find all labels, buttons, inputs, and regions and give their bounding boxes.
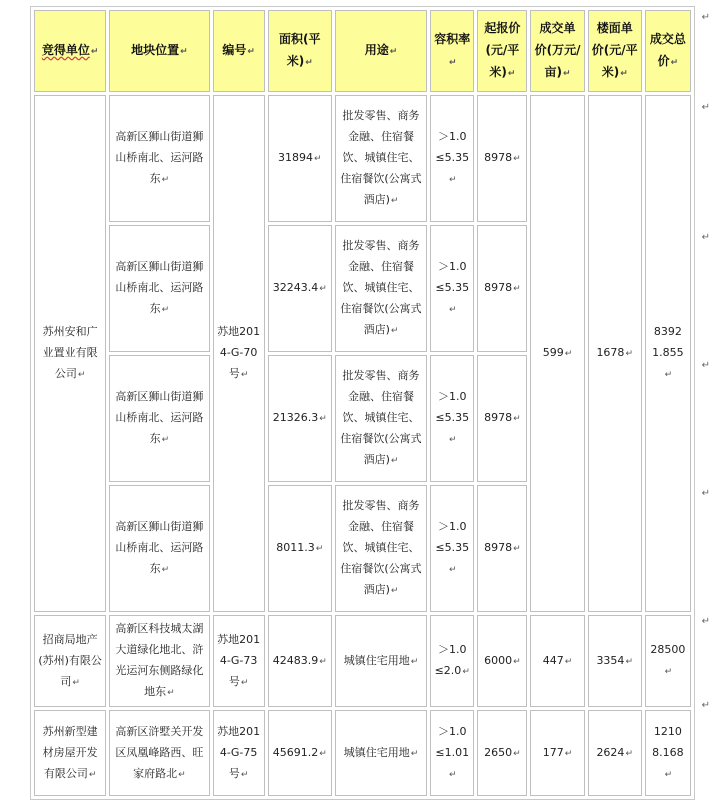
header-bidder: 竞得单位↵ bbox=[34, 10, 106, 92]
paragraph-mark: ↵ bbox=[701, 700, 710, 711]
area-cell: 42483.9↵ bbox=[268, 615, 332, 707]
area-cell: 45691.2↵ bbox=[268, 710, 332, 796]
location-cell: 高新区狮山街道狮山桥南北、运河路东↵ bbox=[109, 95, 209, 222]
location-cell: 高新区浒墅关开发区凤凰峰路西、旺家府路北↵ bbox=[109, 710, 209, 796]
header-row bbox=[34, 10, 691, 92]
location-cell: 高新区科技城太湖大道绿化地北、浒光运河东侧路绿化地东↵ bbox=[109, 615, 209, 707]
area-cell: 21326.3↵ bbox=[268, 355, 332, 482]
far-cell: ＞1.0≤1.01↵ bbox=[430, 710, 474, 796]
header-location: 地块位置↵ bbox=[109, 10, 209, 92]
land-auction-table bbox=[30, 6, 695, 800]
paragraph-mark: ↵ bbox=[701, 616, 710, 627]
table-row bbox=[34, 95, 691, 222]
usage-cell: 批发零售、商务金融、住宿餐饮、城镇住宅、住宿餐饮(公寓式酒店)↵ bbox=[335, 355, 427, 482]
usage-cell: 城镇住宅用地↵ bbox=[335, 710, 427, 796]
total-price-cell: 83921.855↵ bbox=[645, 95, 691, 612]
header-far: 容积率↵ bbox=[430, 10, 474, 92]
code-cell: 苏地2014-G-70号↵ bbox=[213, 95, 265, 612]
header-code: 编号↵ bbox=[213, 10, 265, 92]
bidder-cell: 苏州新型建材房屋开发有限公司↵ bbox=[34, 710, 106, 796]
far-cell: ＞1.0≤5.35↵ bbox=[430, 225, 474, 352]
far-cell: ＞1.0≤5.35↵ bbox=[430, 95, 474, 222]
unit-price-cell: 599↵ bbox=[530, 95, 584, 612]
table-row bbox=[34, 615, 691, 707]
start-price-cell: 8978↵ bbox=[477, 485, 527, 612]
area-cell: 32243.4↵ bbox=[268, 225, 332, 352]
table-row bbox=[34, 710, 691, 796]
header-start-price: 起报价(元/平米)↵ bbox=[477, 10, 527, 92]
usage-cell: 批发零售、商务金融、住宿餐饮、城镇住宅、住宿餐饮(公寓式酒店)↵ bbox=[335, 485, 427, 612]
code-cell: 苏地2014-G-73号↵ bbox=[213, 615, 265, 707]
start-price-cell: 6000↵ bbox=[477, 615, 527, 707]
usage-cell: 城镇住宅用地↵ bbox=[335, 615, 427, 707]
paragraph-mark: ↵ bbox=[701, 360, 710, 371]
area-cell: 8011.3↵ bbox=[268, 485, 332, 612]
paragraph-mark: ↵ bbox=[701, 488, 710, 499]
area-cell: 31894↵ bbox=[268, 95, 332, 222]
usage-cell: 批发零售、商务金融、住宿餐饮、城镇住宅、住宿餐饮(公寓式酒店)↵ bbox=[335, 225, 427, 352]
paragraph-mark: ↵ bbox=[701, 232, 710, 243]
total-price-cell: 28500↵ bbox=[645, 615, 691, 707]
header-unit-price: 成交单价(万元/亩)↵ bbox=[530, 10, 584, 92]
floor-price-cell: 1678↵ bbox=[588, 95, 642, 612]
paragraph-mark: ↵ bbox=[701, 102, 710, 113]
far-cell: ＞1.0≤5.35↵ bbox=[430, 355, 474, 482]
header-usage: 用途↵ bbox=[335, 10, 427, 92]
bidder-cell: 苏州安和广业置业有限公司↵ bbox=[34, 95, 106, 612]
floor-price-cell: 2624↵ bbox=[588, 710, 642, 796]
header-total-price: 成交总价↵ bbox=[645, 10, 691, 92]
code-cell: 苏地2014-G-75号↵ bbox=[213, 710, 265, 796]
start-price-cell: 8978↵ bbox=[477, 355, 527, 482]
unit-price-cell: 447↵ bbox=[530, 615, 584, 707]
usage-cell: 批发零售、商务金融、住宿餐饮、城镇住宅、住宿餐饮(公寓式酒店)↵ bbox=[335, 95, 427, 222]
start-price-cell: 8978↵ bbox=[477, 225, 527, 352]
location-cell: 高新区狮山街道狮山桥南北、运河路东↵ bbox=[109, 355, 209, 482]
total-price-cell: 12108.168↵ bbox=[645, 710, 691, 796]
start-price-cell: 2650↵ bbox=[477, 710, 527, 796]
location-cell: 高新区狮山街道狮山桥南北、运河路东↵ bbox=[109, 225, 209, 352]
location-cell: 高新区狮山街道狮山桥南北、运河路东↵ bbox=[109, 485, 209, 612]
far-cell: ＞1.0≤5.35↵ bbox=[430, 485, 474, 612]
header-area: 面积(平米)↵ bbox=[268, 10, 332, 92]
paragraph-mark: ↵ bbox=[701, 12, 710, 23]
far-cell: ＞1.0≤2.0↵ bbox=[430, 615, 474, 707]
start-price-cell: 8978↵ bbox=[477, 95, 527, 222]
header-floor-price: 楼面单价(元/平米)↵ bbox=[588, 10, 642, 92]
bidder-cell: 招商局地产(苏州)有限公司↵ bbox=[34, 615, 106, 707]
unit-price-cell: 177↵ bbox=[530, 710, 584, 796]
floor-price-cell: 3354↵ bbox=[588, 615, 642, 707]
